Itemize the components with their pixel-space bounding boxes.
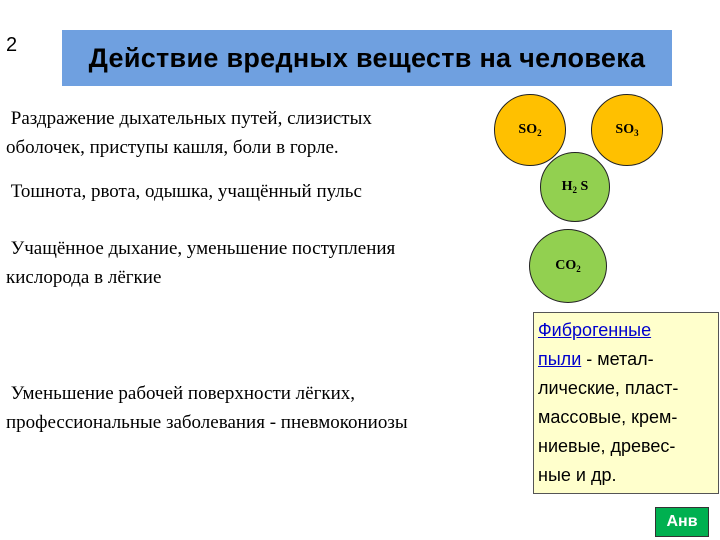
so3-circle xyxy=(591,94,663,166)
so2-label: $SO_2$ xyxy=(518,122,542,138)
effect-pneumoconiosis: Уменьшение рабочей поверхности лёгких, профессиональные заболевания - пневмокониозы xyxy=(6,383,408,433)
co2-label: $CO_2$ xyxy=(555,258,581,274)
slide-number: 2 xyxy=(6,34,18,56)
title-banner xyxy=(62,30,672,86)
anv-nav-button[interactable]: Анв xyxy=(655,507,709,537)
so3-label: $SO_3$ xyxy=(615,122,639,138)
effect-breathing: Учащённое дыхание, уменьшение поступления кислорода в лёгкие xyxy=(6,238,396,288)
fibrogenic-dust-text: - метал- лические, пласт- массовые, крем- ниевые, древес- ные и др. xyxy=(538,349,679,485)
so2-circle xyxy=(494,94,566,166)
page-title: Действие вредных веществ на человека xyxy=(88,42,646,73)
h2s-circle xyxy=(540,152,610,222)
effect-nausea: Тошнота, рвота, одышка, учащённый пульс xyxy=(6,181,362,202)
co2-circle xyxy=(529,229,607,303)
effect-irritation: Раздражение дыхательных путей, слизистых оболочек, приступы кашля, боли в горле. xyxy=(6,108,372,158)
h2s-label: $H_2$ S xyxy=(561,179,589,195)
fibrogenic-dust-box xyxy=(533,312,719,494)
fibrogenic-dust-link[interactable]: Фиброгенные пыли xyxy=(538,320,652,369)
